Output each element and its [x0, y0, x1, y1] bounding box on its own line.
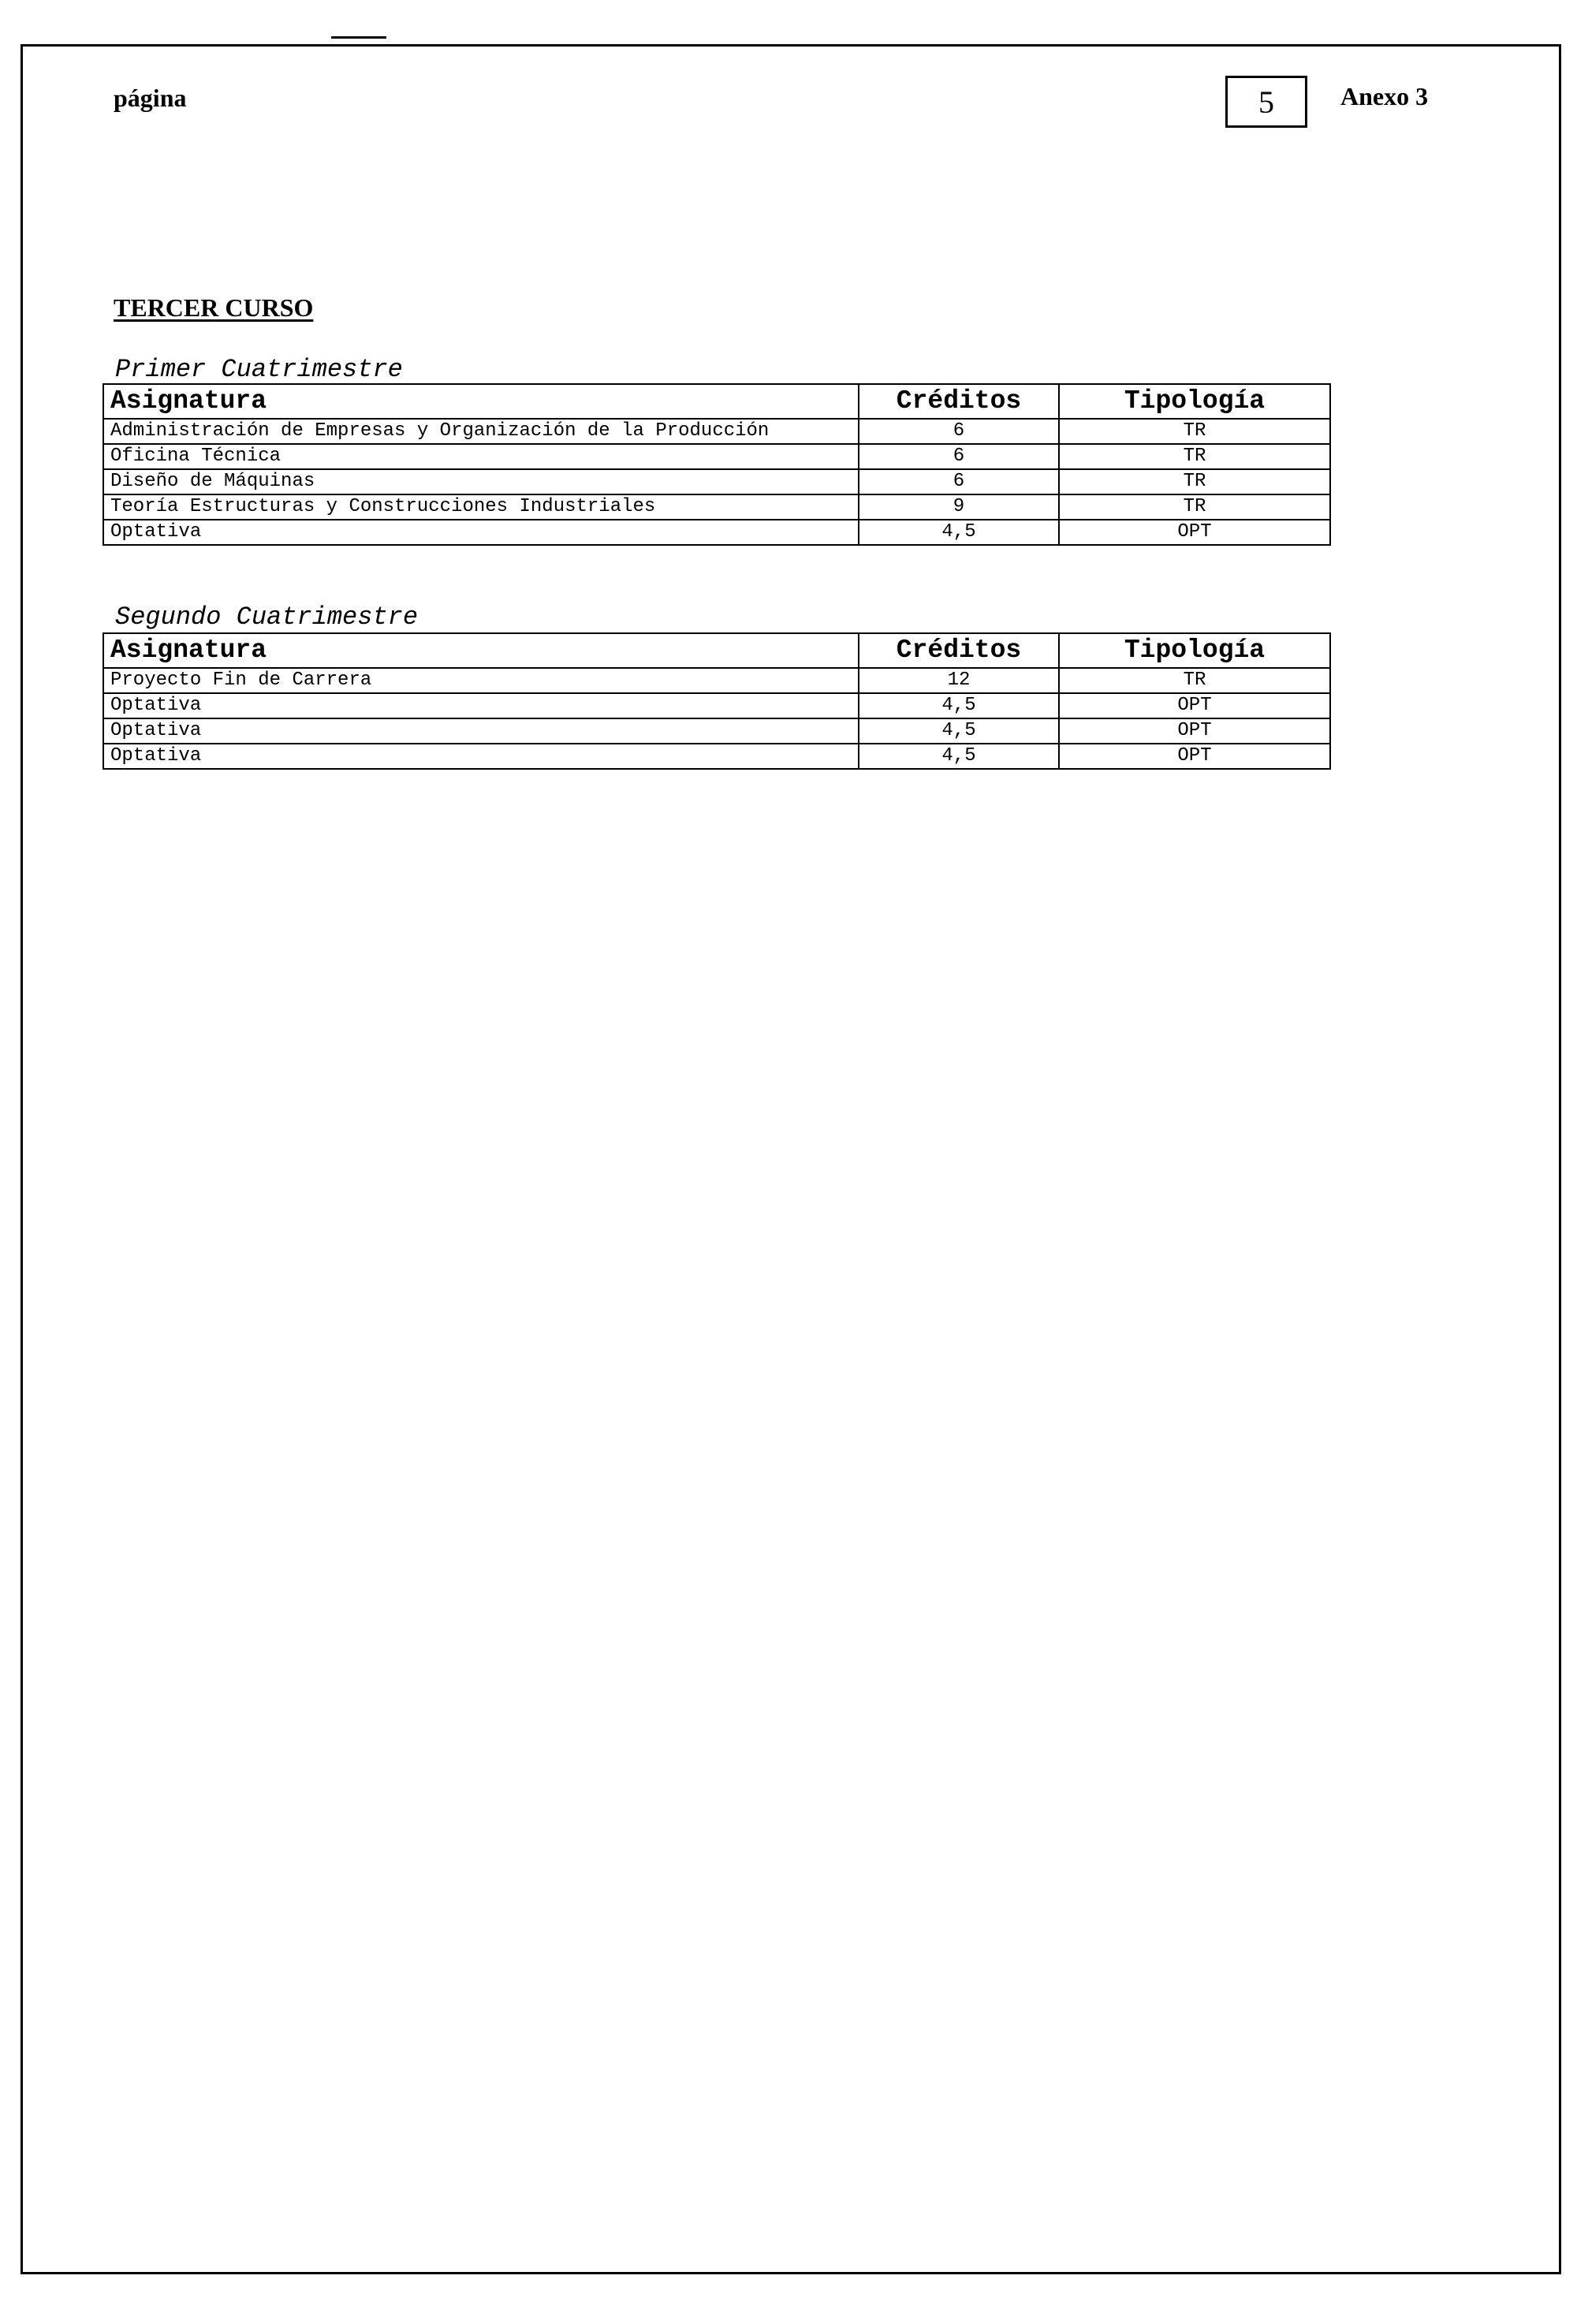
table-header-row	[103, 633, 1330, 668]
semester-title-second: Segundo Cuatrimestre	[115, 602, 419, 632]
table-row	[103, 718, 1330, 744]
page-number: 5	[1258, 84, 1274, 120]
semester-title-first: Primer Cuatrimestre	[115, 355, 403, 384]
credits-cell: 4,5	[859, 520, 1059, 545]
subject-cell: Optativa	[103, 520, 859, 545]
column-header-type: Tipología	[1059, 384, 1330, 419]
column-header-credits: Créditos	[859, 633, 1059, 668]
subject-cell: Administración de Empresas y Organización de la Producción	[103, 419, 859, 444]
subject-cell: Teoría Estructuras y Construcciones Industriales	[103, 494, 859, 520]
table-row	[103, 444, 1330, 469]
annex-label: Anexo 3	[1340, 82, 1429, 110]
credits-cell: 4,5	[859, 693, 1059, 718]
column-header-subject: Asignatura	[103, 384, 859, 419]
table-row	[103, 469, 1330, 494]
type-cell: TR	[1059, 668, 1330, 693]
subject-cell: Optativa	[103, 744, 859, 769]
credits-cell: 4,5	[859, 744, 1059, 769]
credits-cell: 12	[859, 668, 1059, 693]
table-row	[103, 668, 1330, 693]
type-cell: TR	[1059, 419, 1330, 444]
subject-cell: Optativa	[103, 693, 859, 718]
type-cell: OPT	[1059, 693, 1330, 718]
subject-cell: Optativa	[103, 718, 859, 744]
column-header-type: Tipología	[1059, 633, 1330, 668]
table-row	[103, 494, 1330, 520]
type-cell: TR	[1059, 444, 1330, 469]
table-row	[103, 520, 1330, 545]
table-row	[103, 419, 1330, 444]
column-header-subject: Asignatura	[103, 633, 859, 668]
credits-cell: 6	[859, 444, 1059, 469]
type-cell: TR	[1059, 469, 1330, 494]
subjects-table-first-semester	[103, 383, 1331, 546]
type-cell: TR	[1059, 494, 1330, 520]
table-header-row	[103, 384, 1330, 419]
page-number-box	[1225, 76, 1307, 128]
credits-cell: 9	[859, 494, 1059, 520]
subject-cell: Diseño de Máquinas	[103, 469, 859, 494]
type-cell: OPT	[1059, 520, 1330, 545]
scan-mark	[331, 36, 386, 39]
credits-cell: 6	[859, 469, 1059, 494]
course-title: TERCER CURSO	[114, 293, 314, 322]
subject-cell: Oficina Técnica	[103, 444, 859, 469]
column-header-credits: Créditos	[859, 384, 1059, 419]
credits-cell: 6	[859, 419, 1059, 444]
type-cell: OPT	[1059, 744, 1330, 769]
subject-cell: Proyecto Fin de Carrera	[103, 668, 859, 693]
table-row	[103, 744, 1330, 769]
credits-cell: 4,5	[859, 718, 1059, 744]
table-row	[103, 693, 1330, 718]
subjects-table-second-semester	[103, 632, 1331, 770]
type-cell: OPT	[1059, 718, 1330, 744]
page-label: página	[114, 84, 187, 112]
